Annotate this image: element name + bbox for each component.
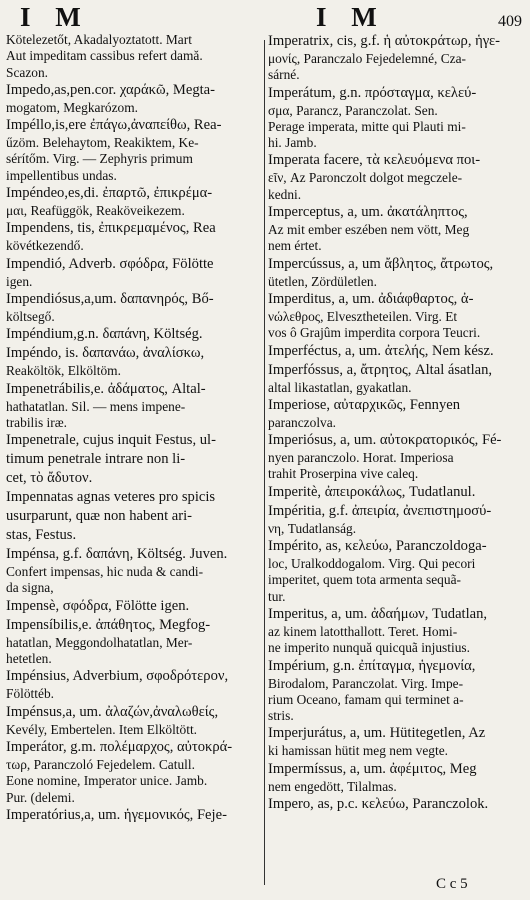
dictionary-line: Scazon. <box>6 64 49 80</box>
dictionary-line: Az mit ember eszében nem vött, Meg <box>268 222 470 238</box>
dictionary-line: sárné. <box>268 67 300 83</box>
dictionary-line: hathatatlan. Sil. — mens impene- <box>6 398 186 414</box>
dictionary-line: igen. <box>6 273 33 289</box>
dictionary-line: Imperiósus, a, um. αὐτοκρατορικός, Fé- <box>268 432 502 449</box>
dictionary-line: Imperfóssus, a, ἄτρητος, Altal ásatlan, <box>268 361 493 378</box>
left-column <box>6 32 264 825</box>
dictionary-line: hatatlan, Meggondolhatatlan, Mer- <box>6 634 193 650</box>
dictionary-line: usurparunt, quæ non habent ari- <box>6 508 193 525</box>
dictionary-line: Imperitè, ἀπειροκάλως, Tudatlanul. <box>268 483 476 500</box>
dictionary-line: trahit Proserpina vive caleq. <box>268 466 419 482</box>
dictionary-line: Impercússus, a, um ἄβλητος, ἄτρωτος, <box>268 255 494 272</box>
dictionary-line: Impenetrábilis,e. ἀδάματος, Altal- <box>6 380 206 397</box>
dictionary-line: Impensè, σφόδρα, Fölötte igen. <box>6 597 190 614</box>
dictionary-line: Kötelezetőt, Akadalyoztatott. Mart <box>6 32 192 47</box>
dictionary-line: da signa, <box>6 580 54 596</box>
dictionary-line: timum penetrale intrare non li- <box>6 451 186 468</box>
dictionary-line: Impensíbilis,e. ἀπάθητος, Megfog- <box>6 616 211 633</box>
dictionary-line: tur. <box>268 588 286 604</box>
dictionary-line: sérítőm. Virg. — Zephyris primum <box>6 151 193 167</box>
dictionary-line: ne imperito nunquă quicquã injustius. <box>268 640 470 656</box>
dictionary-line: Impero, as, p.c. κελεύω, Paranczolok. <box>268 796 489 813</box>
dictionary-line: νη, Tudatlanság. <box>268 520 357 536</box>
dictionary-line: Impérium, g.n. ἐπίταγμα, ἡγεμονία, <box>268 657 476 674</box>
signature-mark: C c 5 <box>436 876 468 892</box>
dictionary-line: az kinem latotthallott. Teret. Homi- <box>268 623 458 639</box>
dictionary-line: Impénsus,a, um. ἀλαζών,ἀναλωθείς, <box>6 703 219 720</box>
dictionary-line: vos ô Grajûm imperdita corpora Teucri. <box>268 325 481 341</box>
dictionary-line: Impedo,as,pen.cor. χαράκῶ, Megta- <box>6 81 216 98</box>
dictionary-line: Impendiósus,a,um. δαπανηρός, Bő- <box>6 290 214 307</box>
dictionary-line: Fölöttéb. <box>6 686 54 702</box>
dictionary-line: paranczolva. <box>268 414 337 430</box>
dictionary-line: Impennatas agnas veteres pro spicis <box>6 489 216 506</box>
dictionary-line: hetetlen. <box>6 651 52 667</box>
dictionary-line: ki hamissan hütit meg nem vegte. <box>268 743 448 759</box>
dictionary-line: rium Oceano, famam qui terminet a- <box>268 691 464 707</box>
header-right-letters: I M <box>316 2 386 32</box>
dictionary-line: Impénsa, g.f. δαπάνη, Költség. Juven. <box>6 546 228 563</box>
dictionary-line: μονίς, Paranczalo Fejedelemné, Cza- <box>268 51 466 66</box>
dictionary-line: Birodalom, Paranczolat. Virg. Impe- <box>268 675 464 691</box>
dictionary-line: loc, Uralkoddogalom. Virg. Qui pecori <box>268 556 476 572</box>
dictionary-line: űzöm. Belehaytom, Reakiktem, Ke- <box>6 135 199 151</box>
dictionary-line: Imperata facere, τὰ κελευόμενα ποι- <box>268 152 481 169</box>
dictionary-line: Imperitus, a, um. ἀδαήμων, Tudatlan, <box>268 605 488 622</box>
dictionary-line: hi. Jamb. <box>268 135 317 151</box>
column-divider <box>264 40 265 885</box>
dictionary-line: Reaköltök, Elköltöm. <box>6 363 121 379</box>
dictionary-line: kövétkezendő. <box>6 238 84 254</box>
dictionary-line: Impendió, Adverb. σφόδρα, Fölötte <box>6 255 214 272</box>
dictionary-line: ütetlen, Zördületlen. <box>268 273 377 289</box>
dictionary-line: Impéndeo,es,di. ἐπαρτῶ, ἐπικρέμα- <box>6 185 213 202</box>
dictionary-line: σμα, Parancz, Paranczolat. Sen. <box>268 102 438 118</box>
dictionary-line: Imperatórius,a, um. ἡγεμονικός, Feje- <box>6 806 227 823</box>
dictionary-line: stas, Festus. <box>6 527 77 544</box>
dictionary-line: Impenetrale, cujus inquit Festus, ul- <box>6 432 216 449</box>
dictionary-line: nyen paranczolo. Horat. Imperiosa <box>268 450 454 466</box>
dictionary-line: Imperiose, αὐταρχικῶς, Fennyen <box>268 396 461 413</box>
dictionary-line: Impermíssus, a, um. ἀφέμιτος, Meg <box>268 760 477 777</box>
dictionary-line: Confert impensas, hic nuda & candi- <box>6 564 204 580</box>
dictionary-line: Aut impeditam cassibus refert damă. <box>6 48 203 64</box>
dictionary-line: Imperditus, a, um. ἀδιάφθαρτος, ἀ- <box>268 290 474 307</box>
dictionary-line: költsegő. <box>6 308 55 324</box>
dictionary-line: Impéndium,g.n. δαπάνη, Költség. <box>6 326 203 343</box>
dictionary-line: Imperatrix, cis, g.f. ἡ αὐτοκράτωρ, ἡγε- <box>268 33 500 49</box>
dictionary-line: cet, τὸ ἄδυτον. <box>6 470 93 487</box>
dictionary-line: Imperátum, g.n. πρόσταγμα, κελεύ- <box>268 84 477 101</box>
dictionary-line: Impérito, as, κελεύω, Paranczoldoga- <box>268 538 487 555</box>
dictionary-line: imperitet, quem tota armenta sequã- <box>268 572 461 588</box>
right-column <box>268 32 526 814</box>
dictionary-line: nem értet. <box>268 238 322 254</box>
dictionary-line: stris. <box>268 708 294 724</box>
dictionary-line: Pur. (delemi. <box>6 789 75 805</box>
dictionary-line: Impénsius, Adverbium, σφοδρότερον, <box>6 668 229 685</box>
header-left-letters: I M <box>20 2 90 32</box>
dictionary-line: Imperátor, g.m. πολέμαρχος, αὐτοκρά- <box>6 738 233 755</box>
dictionary-line: Imperceptus, a, um. ἀκατάληπτος, <box>268 204 468 221</box>
dictionary-line: altal likastatlan, gyakatlan. <box>268 379 412 395</box>
dictionary-line: impellentibus undas. <box>6 167 117 183</box>
dictionary-line: Impéndo, is. δαπανάω, ἀναλίσκω, <box>6 345 205 362</box>
dictionary-line: Impendens, tis, ἐπικρεμαμένος, Rea <box>6 220 216 237</box>
dictionary-line: νώλεθρος, Elvesztheteilen. Virg. Et <box>268 308 458 324</box>
dictionary-line: τωρ, Paranczoló Fejedelem. Catull. <box>6 756 195 772</box>
page-header <box>0 2 530 34</box>
dictionary-line: trabilis iræ. <box>6 414 67 430</box>
dictionary-line: Perage imperata, mitte qui Plauti mi- <box>268 118 466 134</box>
dictionary-line: Imperféctus, a, um. ἀτελής, Nem kész. <box>268 342 494 359</box>
dictionary-line: mogatom, Megkarózom. <box>6 99 139 115</box>
dictionary-line: Impéllo,is,ere ἐπάγω,ἀναπείθω, Rea- <box>6 117 222 134</box>
dictionary-line: Impéritia, g.f. ἀπειρία, ἀνεπιστημοσύ- <box>268 502 492 519</box>
dictionary-line: Eone nomine, Imperator unice. Jamb. <box>6 773 208 789</box>
dictionary-line: εῖν, Az Paronczolt dolgot megczele- <box>268 170 463 186</box>
dictionary-line: Imperjurátus, a, um. Hütitegetlen, Az <box>268 725 486 742</box>
dictionary-line: Kevély, Embertelen. Item Elköltött. <box>6 721 198 737</box>
dictionary-line: kedni. <box>268 186 302 202</box>
page-number: 409 <box>498 13 522 30</box>
dictionary-line: μαι, Reafüggök, Reaköveikezem. <box>6 203 185 219</box>
dictionary-line: nem engedött, Tilalmas. <box>268 778 397 794</box>
